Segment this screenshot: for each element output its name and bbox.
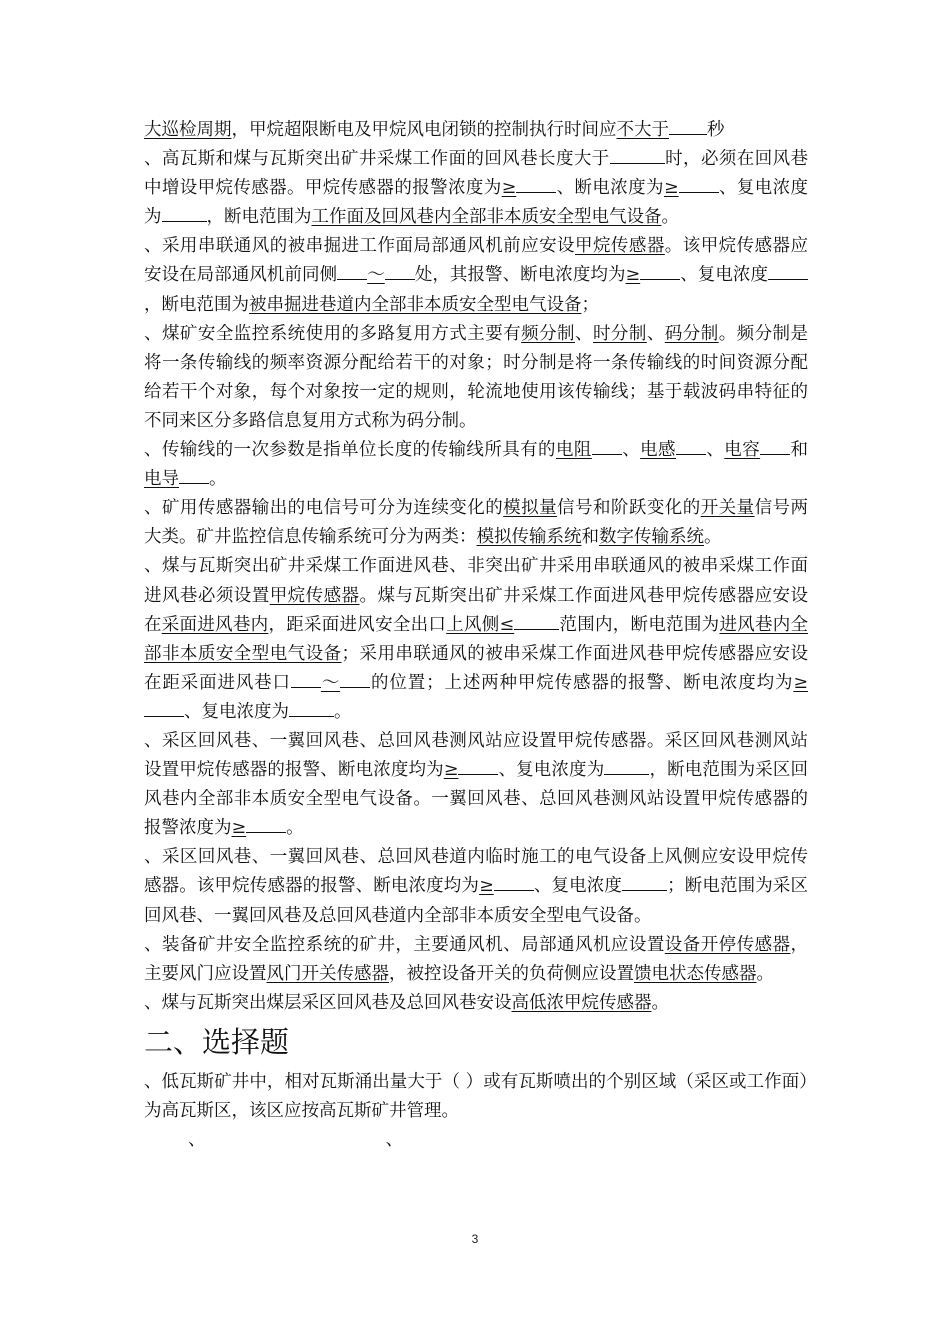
blank [289, 698, 334, 717]
paragraph-9 [144, 931, 808, 989]
underlined-answer: 设备开停传感器 [664, 934, 791, 955]
underlined-answer: 码分制 [664, 323, 719, 344]
blank [640, 261, 680, 280]
blank [622, 872, 667, 891]
option-separator: 、 [385, 1130, 403, 1151]
underlined-answer: 不大于 [616, 120, 669, 140]
blank [676, 436, 706, 455]
text: 、矿用传感器输出的电信号可分为连续变化的 [144, 498, 504, 519]
text: ，断电范围为 [144, 294, 249, 315]
text: 、煤与瓦斯突出矿井采煤工作面进风巷、非突出矿井采用串联通风的被串采煤工作面进风巷必须设置 [144, 556, 808, 606]
text: 、 [575, 323, 593, 344]
text: 、复电浓度为 [184, 701, 289, 722]
blank [385, 261, 415, 280]
text: 的位置；上述两种甲烷传感器的报警、断电浓度均为 [370, 672, 794, 693]
question-1 [144, 1068, 808, 1126]
underlined-answer: 时分制 [592, 323, 647, 344]
text: 和 [790, 440, 809, 461]
text: 。煤与瓦斯突出矿井采煤工作面进风巷甲烷传感器应安设在 [144, 585, 809, 635]
text: 和 [581, 527, 599, 548]
text: 、复电浓度 [533, 876, 623, 897]
underlined-answer: 馈电状态传感器 [634, 963, 757, 984]
text: 。 [704, 527, 722, 548]
underlined-answer: ≥ [793, 672, 809, 693]
underlined-answer: 工作面及回风巷内全部非本质安全型电气设备 [311, 207, 662, 228]
text: 。 [334, 701, 352, 722]
underlined-answer: 模拟传输系统 [476, 527, 582, 548]
blank [669, 116, 707, 135]
document-body [144, 116, 808, 1155]
text: ，断电范围为采区回风巷内全部非本质安全型电气设备。一翼回风巷、总回风巷测风站设置甲烷传感器的报警浓度为 [144, 760, 809, 839]
underlined-answer: 电容 [724, 440, 761, 461]
blank [246, 814, 286, 833]
text: 、装备矿井安全监控系统的矿井，主要通风机、局部通风机应设置 [144, 934, 665, 955]
underlined-answer: ～ [367, 265, 385, 286]
question-text: 、低瓦斯矿井中，相对瓦斯涌出量大于（ ）或有瓦斯喷出的个别区域（采区或工作面）为高瓦斯区，该区应按高瓦斯矿井管理。 [144, 1071, 808, 1121]
blank [610, 145, 665, 164]
paragraph-10 [144, 989, 808, 1018]
underlined-answer: 被串掘进巷道内全部非本质安全型电气设备 [249, 294, 582, 315]
underlined-answer: 甲烷传感器 [269, 585, 360, 606]
text: ，断电范围为 [206, 207, 312, 228]
text: 、煤矿安全监控系统使用的多路复用方式主要有 [144, 323, 522, 344]
underlined-answer: ≥ [663, 178, 679, 199]
text: 处，其报警、断电浓度均为 [414, 265, 626, 286]
blank [592, 436, 622, 455]
blank [516, 174, 556, 193]
blank [340, 669, 370, 688]
text: 、传输线的一次参数是指单位长度的传输线所具有的 [144, 440, 556, 461]
underlined-answer: ≥ [231, 818, 247, 839]
text: 。 [286, 818, 304, 839]
underlined-answer: 频分制 [521, 323, 575, 344]
text: 、断电浓度为 [556, 178, 664, 199]
underlined-answer: 电阻 [555, 440, 592, 461]
blank [760, 436, 790, 455]
blank [179, 465, 209, 484]
text: 、复电浓度为 [144, 178, 809, 228]
text: 秒 [707, 120, 725, 140]
blank [144, 698, 184, 717]
underlined-answer: 风门开关传感器 [266, 963, 389, 984]
paragraph-1 [144, 145, 808, 232]
paragraph-6 [144, 552, 808, 727]
text: 、 [621, 440, 641, 461]
underlined-answer: ≥ [501, 178, 517, 199]
underlined-answer: 高低浓甲烷传感器 [511, 992, 652, 1013]
underlined-answer: 上风侧≤ [446, 614, 515, 635]
option-separator: 、 [188, 1130, 206, 1151]
text: ，被控设备开关的负荷侧应设置 [389, 963, 634, 984]
text: 。 [651, 992, 669, 1013]
blank [494, 872, 534, 891]
underlined-answer: ～ [320, 672, 341, 693]
text: ；断电范围为采区回风巷、一翼回风巷及总回风巷道内全部非本质安全型电气设备。 [144, 876, 809, 926]
text: 、采区回风巷、一翼回风巷、总回风巷测风站应设置甲烷传感器。采区回风巷测风站设置甲烷传感器的报警、断电浓度均为 [144, 730, 808, 781]
blank [458, 756, 498, 775]
paragraph-0 [144, 116, 808, 145]
underlined-answer: 电感 [640, 440, 676, 461]
underlined-answer: 模拟量 [503, 498, 558, 519]
page-number: 3 [471, 1232, 479, 1246]
text: 、 [705, 440, 725, 461]
blank [679, 174, 719, 193]
underlined-answer: 进风巷内全部非本质安全型电气设备 [144, 614, 809, 664]
text: ，甲烷超限断电及甲烷风电闭锁的控制执行时间应 [231, 120, 617, 140]
text: 。 [209, 469, 227, 490]
blank [514, 611, 559, 630]
paragraph-4 [144, 436, 808, 494]
paragraph-5 [144, 494, 808, 552]
blank [162, 203, 207, 222]
text: 、复电浓度为 [498, 760, 605, 781]
text: 。该甲烷传感器应安设在局部通风机前同侧 [144, 236, 809, 286]
blank [291, 669, 321, 688]
text: ； [581, 294, 599, 315]
underlined-answer: ≥ [625, 265, 641, 286]
text: 信号和阶跃变化的 [557, 498, 701, 519]
underlined-answer: ≥ [479, 876, 494, 897]
paragraph-2 [144, 232, 808, 319]
underlined-answer: 开关量 [700, 498, 755, 519]
text: 。 [756, 963, 774, 984]
blank [604, 756, 649, 775]
text: 。 [661, 207, 679, 228]
question-1-options [144, 1126, 808, 1155]
text: ；采用串联通风的被串采煤工作面进风巷甲烷传感器应安设在距采面进风巷口 [144, 643, 809, 693]
text: 、采区回风巷、一翼回风巷、总回风巷道内临时施工的电气设备上风侧应安设甲烷传感器。该甲烷传感器的报警、断电浓度均为 [144, 847, 808, 897]
text: 时，必须在回风巷中增设甲烷传感器。甲烷传感器的报警浓度为 [144, 149, 809, 199]
paragraph-7 [144, 727, 808, 843]
text: 、煤与瓦斯突出煤层采区回风巷及总回风巷安设 [144, 992, 512, 1013]
underlined-answer: 数字传输系统 [599, 527, 704, 548]
paragraph-3 [144, 320, 808, 436]
text: ，距采面进风安全出口 [268, 614, 447, 635]
text: 、复电浓度 [680, 265, 769, 286]
text: 范围内，断电范围为 [559, 614, 720, 635]
text: 信号两大类。矿井监控信息传输系统可分为两类： [144, 498, 809, 548]
text: ，主要风门应设置 [144, 934, 809, 984]
text: 、 [646, 323, 665, 344]
section-heading: 二、选择题 [144, 1024, 290, 1059]
text: 。频分制是将一条传输线的频率资源分配给若干的对象；时分制是将一条传输线的时间资源分配给若干个对象，每个对象按一定的规则，轮流地使用该传输线；基于载波码串特征的不同来区分多路信息复用方式称为码分制。 [144, 323, 809, 431]
underlined-answer: 电导 [144, 469, 179, 490]
underlined-answer: 甲烷传感器 [575, 236, 665, 257]
underlined-answer: ≥ [443, 760, 459, 781]
blank [768, 261, 808, 280]
text: 、高瓦斯和煤与瓦斯突出矿井采煤工作面的回风巷长度大于 [144, 149, 610, 170]
text: 、采用串联通风的被串掘进工作面局部通风机前应安设 [144, 236, 575, 257]
underlined-answer: 大巡检周期 [144, 120, 232, 140]
underlined-answer: 采面进风巷内 [161, 614, 269, 635]
blank [337, 261, 367, 280]
paragraph-8 [144, 843, 808, 930]
